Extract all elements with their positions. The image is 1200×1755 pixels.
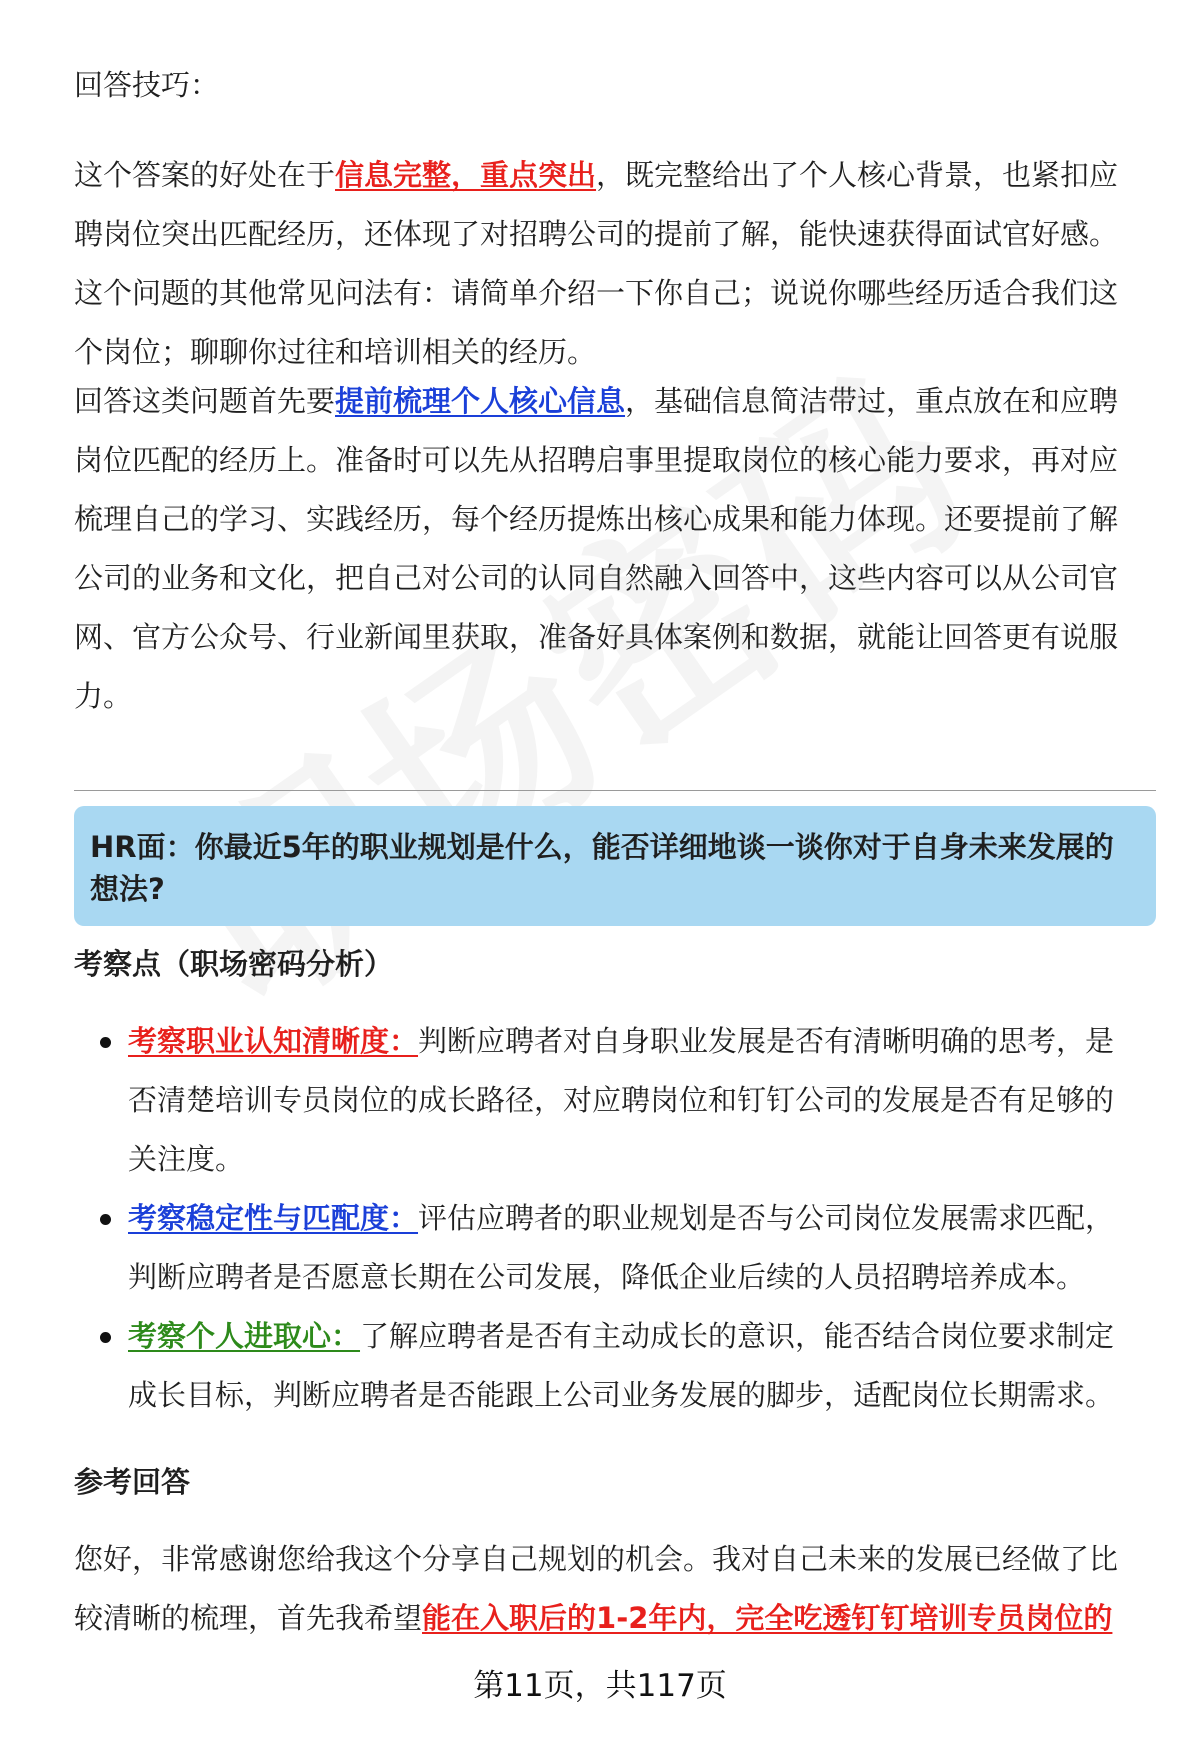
text-line: 聘岗位突出匹配经历，还体现了对招聘公司的提前了解，能快速获得面试官好感。 — [74, 217, 1119, 251]
question-line: 想法? — [90, 872, 165, 906]
reference-title: 参考回答 — [74, 1465, 191, 1499]
list-item: 考察个人进取心：了解应聘者是否有主动成长的意识，能否结合岗位要求制定 成长目标，判断应聘者是否能跟上公司业务发展的脚步，适配岗位长期需求。 — [74, 1307, 1156, 1425]
section-divider — [74, 790, 1156, 791]
bullet-label: 考察职业认知清晰度： — [128, 1024, 419, 1058]
bullet-dot-icon — [100, 1214, 111, 1225]
highlight-core-info: 提前梳理个人核心信息 — [335, 384, 626, 418]
list-item: 考察职业认知清晰度：判断应聘者对自身职业发展是否有清晰明确的思考，是 否清楚培训专员岗位的成长路径，对应聘岗位和钉钉公司的发展是否有足够的 关注度。 — [74, 1012, 1156, 1189]
tips-paragraph-1 — [74, 146, 1156, 382]
tips-paragraph-2 — [74, 372, 1156, 726]
text-line: 较清晰的梳理，首先我希望能在入职后的1-2年内，完全吃透钉钉培训专员岗位的 — [74, 1601, 1113, 1635]
page-number: 第11页，共117页 — [473, 1668, 727, 1704]
bullet-dot-icon — [100, 1332, 111, 1343]
bullet-dot-icon — [100, 1037, 111, 1048]
text-line: 梳理自己的学习、实践经历，每个经历提炼出核心成果和能力体现。还要提前了解 — [74, 502, 1119, 536]
text-line: 公司的业务和文化，把自己对公司的认同自然融入回答中，这些内容可以从公司官 — [74, 561, 1119, 595]
reference-paragraph — [74, 1530, 1156, 1648]
list-item: 考察稳定性与匹配度：评估应聘者的职业规划是否与公司岗位发展需求匹配， 判断应聘者是否愿意长期在公司发展，降低企业后续的人员招聘培养成本。 — [74, 1189, 1156, 1307]
text-line: 个岗位；聊聊你过往和培训相关的经历。 — [74, 335, 597, 369]
analysis-title: 考察点（职场密码分析） — [74, 947, 394, 981]
tips-title: 回答技巧： — [74, 68, 220, 102]
bullet-label: 考察稳定性与匹配度： — [128, 1201, 419, 1235]
bullet-label: 考察个人进取心： — [128, 1319, 361, 1353]
question-line: HR面：你最近5年的职业规划是什么，能否详细地谈一谈你对于自身未来发展的 — [90, 830, 1114, 864]
highlight-info-complete: 信息完整，重点突出 — [335, 158, 597, 192]
text-line: 这个答案的好处在于信息完整，重点突出，既完整给出了个人核心背景，也紧扣应 — [74, 158, 1119, 192]
text-line: 您好，非常感谢您给我这个分享自己规划的机会。我对自己未来的发展已经做了比 — [74, 1542, 1119, 1576]
text-line: 力。 — [74, 679, 133, 713]
question-box — [74, 806, 1156, 926]
analysis-list — [74, 1012, 1156, 1425]
highlight-1-2-years: 能在入职后的1-2年内，完全吃透钉钉培训专员岗位的 — [422, 1601, 1113, 1635]
text-line: 这个问题的其他常见问法有：请简单介绍一下你自己；说说你哪些经历适合我们这 — [74, 276, 1119, 310]
text-line: 回答这类问题首先要提前梳理个人核心信息，基础信息简洁带过，重点放在和应聘 — [74, 384, 1119, 418]
text-line: 网、官方公众号、行业新闻里获取，准备好具体案例和数据，就能让回答更有说服 — [74, 620, 1119, 654]
text-line: 岗位匹配的经历上。准备时可以先从招聘启事里提取岗位的核心能力要求，再对应 — [74, 443, 1119, 477]
